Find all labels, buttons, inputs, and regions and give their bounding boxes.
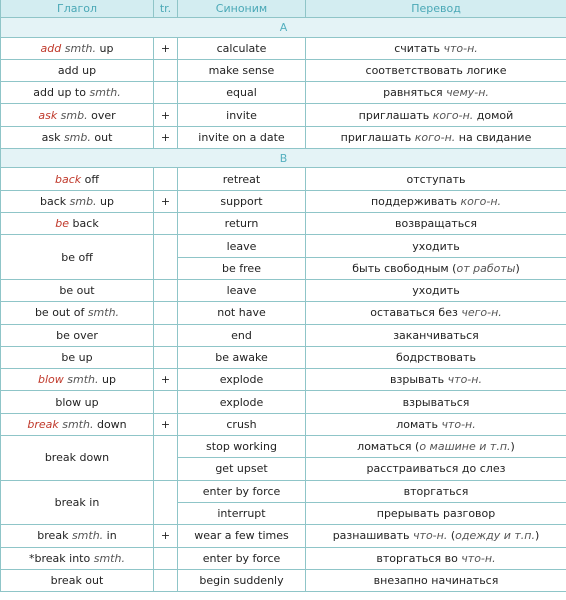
synonym-cell: leave [178, 235, 306, 257]
verb-cell: *break into smth. [1, 547, 154, 569]
verb-cell: back off [1, 168, 154, 190]
verb-cell: ask smb. over [1, 104, 154, 126]
section-row [1, 148, 566, 168]
verb-cell: break smth. down [1, 413, 154, 435]
table-row [1, 82, 566, 104]
translation-cell: считать что-н. [306, 37, 566, 59]
table-row [1, 525, 566, 547]
tr-cell [154, 279, 178, 301]
tr-cell: + [154, 104, 178, 126]
tr-cell [154, 59, 178, 81]
translation-cell: внезапно начинаться [306, 569, 566, 591]
table-row [1, 37, 566, 59]
tr-cell [154, 82, 178, 104]
verb-cell: be back [1, 213, 154, 235]
tr-cell: + [154, 413, 178, 435]
verb-cell: break in [1, 480, 154, 525]
table-row [1, 324, 566, 346]
tr-cell: + [154, 369, 178, 391]
section-row [1, 18, 566, 38]
tr-cell: + [154, 525, 178, 547]
verb-cell: add up to smth. [1, 82, 154, 104]
synonym-cell: support [178, 190, 306, 212]
table-row [1, 369, 566, 391]
translation-cell: оставаться без чего-н. [306, 302, 566, 324]
verb-cell: ask smb. out [1, 126, 154, 148]
section-a: A [1, 18, 566, 38]
translation-cell: бодрствовать [306, 346, 566, 368]
verb-cell: blow up [1, 391, 154, 413]
table-row [1, 413, 566, 435]
header-translation: Перевод [306, 0, 566, 18]
synonym-cell: interrupt [178, 502, 306, 524]
table-row [1, 569, 566, 591]
synonym-cell: end [178, 324, 306, 346]
verb-cell: add smth. up [1, 37, 154, 59]
verb-cell: be out of smth. [1, 302, 154, 324]
table-row [1, 480, 566, 502]
tr-cell: + [154, 37, 178, 59]
table-row [1, 346, 566, 368]
verb-cell: back smb. up [1, 190, 154, 212]
synonym-cell: stop working [178, 436, 306, 458]
table-row [1, 59, 566, 81]
translation-cell: взрываться [306, 391, 566, 413]
synonym-cell: calculate [178, 37, 306, 59]
verb-cell: be up [1, 346, 154, 368]
translation-cell: отступать [306, 168, 566, 190]
translation-cell: поддерживать кого-н. [306, 190, 566, 212]
tr-cell [154, 324, 178, 346]
tr-cell [154, 235, 178, 280]
table-row [1, 279, 566, 301]
tr-cell [154, 547, 178, 569]
synonym-cell: explode [178, 391, 306, 413]
verb-cell: break down [1, 436, 154, 481]
synonym-cell: wear a few times [178, 525, 306, 547]
tr-cell [154, 213, 178, 235]
tr-cell: + [154, 126, 178, 148]
verb-cell: be off [1, 235, 154, 280]
verb-cell: break out [1, 569, 154, 591]
synonym-cell: explode [178, 369, 306, 391]
tr-cell [154, 436, 178, 481]
table-row [1, 235, 566, 257]
table-row [1, 168, 566, 190]
tr-cell [154, 480, 178, 525]
synonym-cell: enter by force [178, 480, 306, 502]
translation-cell: ломаться (о машине и т.п.) [306, 436, 566, 458]
verb-cell: be over [1, 324, 154, 346]
tr-cell [154, 302, 178, 324]
table-row [1, 436, 566, 458]
translation-cell: приглашать кого-н. на свидание [306, 126, 566, 148]
verb-cell: be out [1, 279, 154, 301]
synonym-cell: begin suddenly [178, 569, 306, 591]
translation-cell: разнашивать что-н. (одежду и т.п.) [306, 525, 566, 547]
table-row [1, 104, 566, 126]
section-b: B [1, 148, 566, 168]
synonym-cell: leave [178, 279, 306, 301]
translation-cell: возвращаться [306, 213, 566, 235]
synonym-cell: retreat [178, 168, 306, 190]
translation-cell: уходить [306, 235, 566, 257]
header-synonym: Синоним [178, 0, 306, 18]
translation-cell: ломать что-н. [306, 413, 566, 435]
translation-cell: вторгаться [306, 480, 566, 502]
verb-cell: add up [1, 59, 154, 81]
tr-cell: + [154, 190, 178, 212]
header-tr: tr. [154, 0, 178, 18]
translation-cell: уходить [306, 279, 566, 301]
synonym-cell: return [178, 213, 306, 235]
translation-cell: прерывать разговор [306, 502, 566, 524]
verb-cell: blow smth. up [1, 369, 154, 391]
synonym-cell: invite on a date [178, 126, 306, 148]
table-row [1, 547, 566, 569]
translation-cell: заканчиваться [306, 324, 566, 346]
table-row [1, 302, 566, 324]
synonym-cell: equal [178, 82, 306, 104]
table-row [1, 190, 566, 212]
synonym-cell: get upset [178, 458, 306, 480]
header-verb: Глагол [1, 0, 154, 18]
translation-cell: приглашать кого-н. домой [306, 104, 566, 126]
header-row [1, 0, 566, 18]
translation-cell: расстраиваться до слез [306, 458, 566, 480]
tr-cell [154, 346, 178, 368]
synonym-cell: not have [178, 302, 306, 324]
translation-cell: соответствовать логике [306, 59, 566, 81]
table-row [1, 391, 566, 413]
tr-cell [154, 168, 178, 190]
table-row [1, 213, 566, 235]
tr-cell [154, 569, 178, 591]
translation-cell: равняться чему-н. [306, 82, 566, 104]
synonym-cell: be free [178, 257, 306, 279]
synonym-cell: crush [178, 413, 306, 435]
synonym-cell: enter by force [178, 547, 306, 569]
translation-cell: вторгаться во что-н. [306, 547, 566, 569]
synonym-cell: invite [178, 104, 306, 126]
tr-cell [154, 391, 178, 413]
translation-cell: взрывать что-н. [306, 369, 566, 391]
synonym-cell: make sense [178, 59, 306, 81]
verb-cell: break smth. in [1, 525, 154, 547]
table-row [1, 126, 566, 148]
translation-cell: быть свободным (от работы) [306, 257, 566, 279]
synonym-cell: be awake [178, 346, 306, 368]
